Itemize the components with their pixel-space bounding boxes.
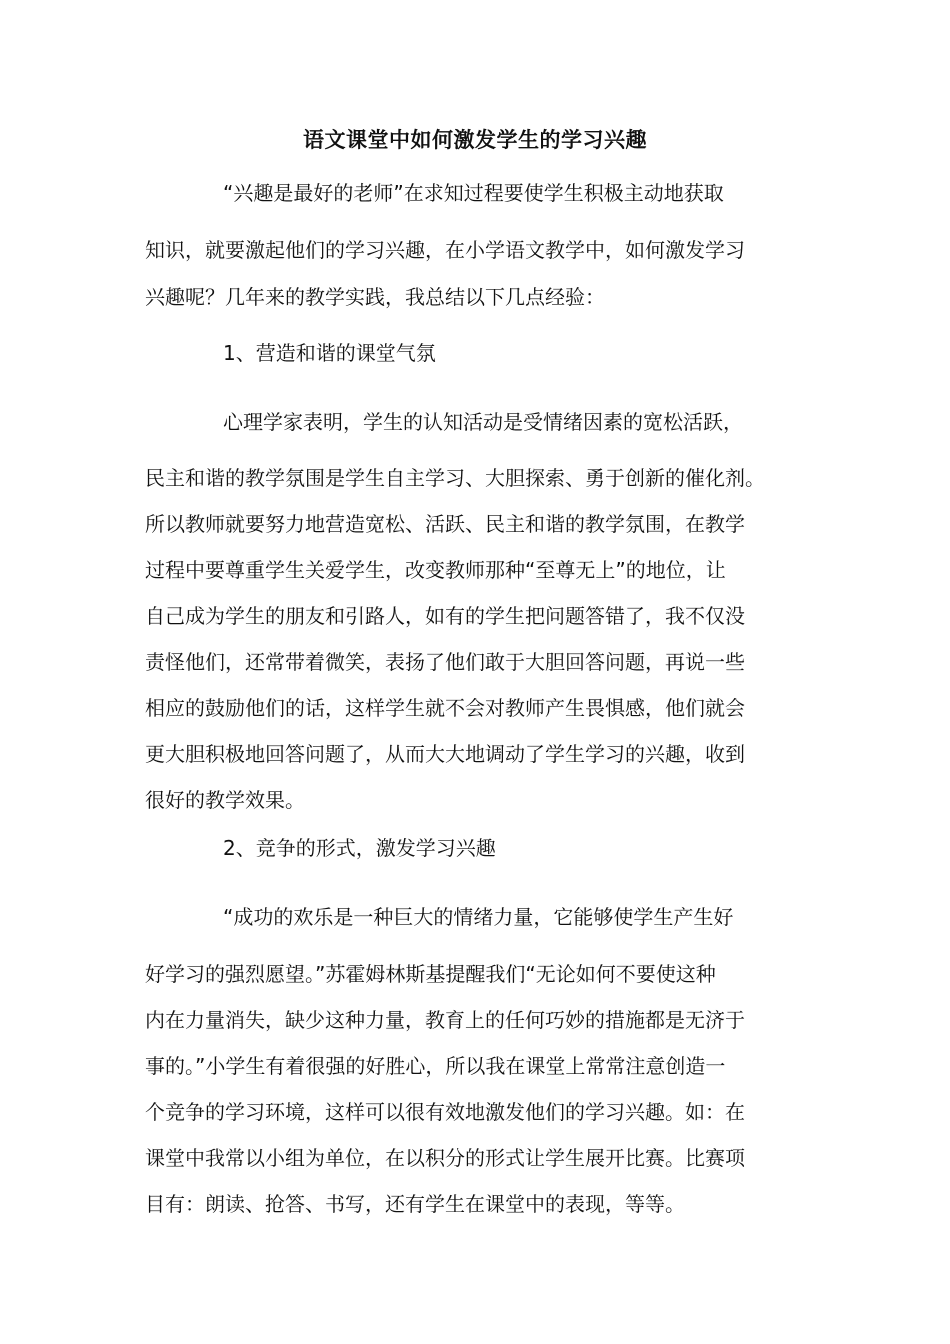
paragraph-3-line-1: “成功的欢乐是一种巨大的情绪力量，它能够使学生产生好 (223, 905, 734, 929)
paragraph-2-line-9: 很好的教学效果。 (145, 788, 305, 812)
paragraph-1-line-2: 知识，就要激起他们的学习兴趣，在小学语文教学中，如何激发学习 (145, 238, 745, 262)
paragraph-2-line-8: 更大胆积极地回答问题了，从而大大地调动了学生学习的兴趣，收到 (145, 742, 745, 766)
paragraph-1-line-3: 兴趣呢？几年来的教学实践，我总结以下几点经验： (145, 285, 605, 309)
paragraph-2-line-3: 所以教师就要努力地营造宽松、活跃、民主和谐的教学氛围，在教学 (145, 512, 745, 536)
paragraph-2-line-4: 过程中要尊重学生关爱学生，改变教师那种“至尊无上”的地位，让 (145, 558, 726, 582)
document-title: 语文课堂中如何激发学生的学习兴趣 (303, 128, 647, 152)
paragraph-3-line-5: 个竞争的学习环境，这样可以很有效地激发他们的学习兴趣。如：在 (145, 1100, 745, 1124)
paragraph-2-line-6: 责怪他们，还常带着微笑，表扬了他们敢于大胆回答问题，再说一些 (145, 650, 745, 674)
paragraph-2-line-5: 自己成为学生的朋友和引路人，如有的学生把问题答错了，我不仅没 (145, 604, 745, 628)
section-heading-2: 2、竞争的形式，激发学习兴趣 (223, 836, 496, 860)
paragraph-2-line-2: 民主和谐的教学氛围是学生自主学习、大胆探索、勇于创新的催化剂。 (145, 466, 765, 490)
section-heading-1: 1、营造和谐的课堂气氛 (223, 341, 436, 365)
paragraph-3-line-2: 好学习的强烈愿望。”苏霍姆林斯基提醒我们“无论如何不要使这种 (145, 962, 716, 986)
paragraph-3-line-3: 内在力量消失，缺少这种力量，教育上的任何巧妙的措施都是无济于 (145, 1008, 745, 1032)
paragraph-3-line-6: 课堂中我常以小组为单位，在以积分的形式让学生展开比赛。比赛项 (145, 1146, 745, 1170)
paragraph-3-line-4: 事的。”小学生有着很强的好胜心，所以我在课堂上常常注意创造一 (145, 1054, 726, 1078)
paragraph-3-line-7: 目有：朗读、抢答、书写，还有学生在课堂中的表现，等等。 (145, 1192, 685, 1216)
paragraph-2-line-7: 相应的鼓励他们的话，这样学生就不会对教师产生畏惧感，他们就会 (145, 696, 745, 720)
paragraph-1-line-1: “兴趣是最好的老师”在求知过程要使学生积极主动地获取 (223, 181, 724, 205)
paragraph-2-line-1: 心理学家表明，学生的认知活动是受情绪因素的宽松活跃， (223, 410, 743, 434)
